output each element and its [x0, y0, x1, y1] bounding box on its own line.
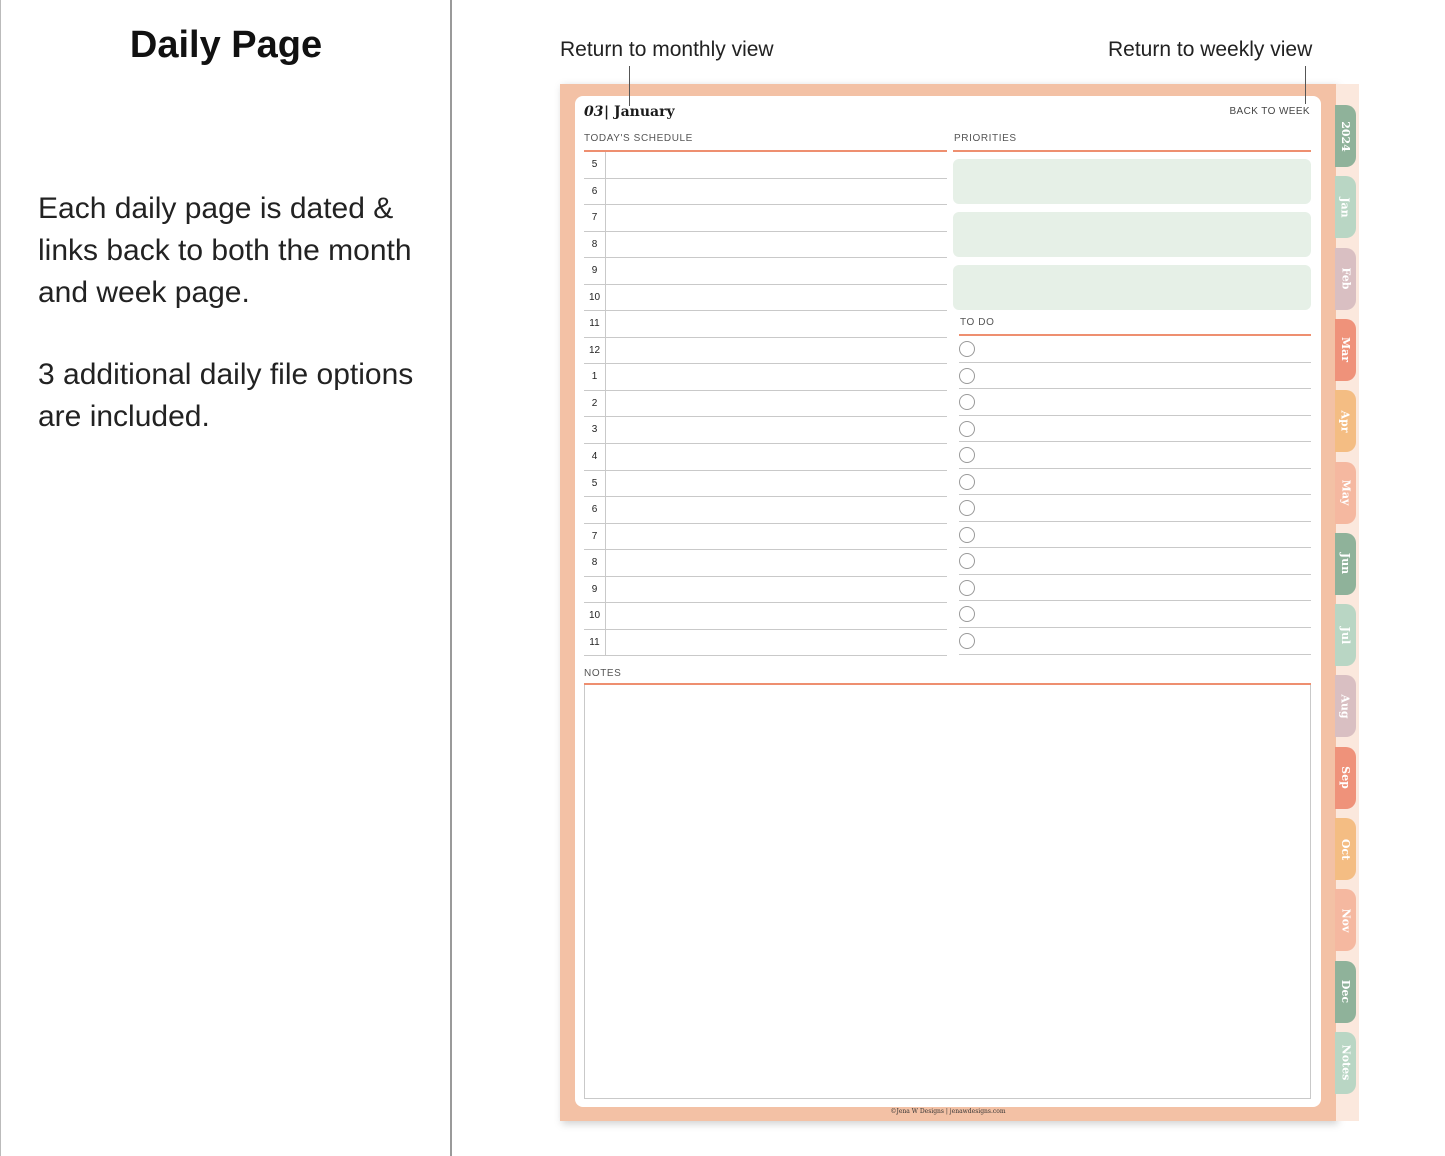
todo-checkbox[interactable] [959, 447, 975, 463]
schedule-slot[interactable] [607, 391, 947, 417]
tab-sep[interactable] [1335, 747, 1356, 809]
schedule-slot[interactable] [607, 338, 947, 364]
schedule-row [584, 630, 947, 657]
todo-item [959, 548, 1311, 575]
schedule-row [584, 258, 947, 285]
todo-text-field[interactable] [981, 389, 1311, 415]
schedule-row [584, 179, 947, 206]
tab-label: Jun [1339, 553, 1353, 575]
todo-item [959, 442, 1311, 469]
schedule-slot[interactable] [607, 311, 947, 337]
schedule-slot[interactable] [607, 630, 947, 656]
schedule-hour-label: 10 [584, 603, 606, 629]
schedule-hour-label: 6 [584, 179, 606, 205]
schedule-slot[interactable] [607, 417, 947, 443]
tab-dec[interactable] [1335, 961, 1356, 1023]
callout-monthly-view: Return to monthly view [560, 38, 774, 61]
todo-text-field[interactable] [981, 469, 1311, 495]
schedule-slot[interactable] [607, 285, 947, 311]
todo-text-field[interactable] [981, 575, 1311, 601]
todo-item [959, 416, 1311, 443]
todo-text-field[interactable] [981, 495, 1311, 521]
tab-mar[interactable] [1335, 319, 1356, 381]
schedule-hour-label: 11 [584, 630, 606, 656]
schedule-hour-label: 11 [584, 311, 606, 337]
schedule-hour-label: 8 [584, 550, 606, 576]
todo-text-field[interactable] [981, 336, 1311, 362]
todo-checkbox[interactable] [959, 368, 975, 384]
schedule-hour-label: 9 [584, 577, 606, 603]
callout-line-weekly [1305, 66, 1306, 104]
schedule-row [584, 364, 947, 391]
schedule-label: TODAY'S SCHEDULE [584, 133, 693, 144]
panel-title: Daily Page [129, 24, 323, 66]
todo-text-field[interactable] [981, 522, 1311, 548]
schedule-row [584, 205, 947, 232]
schedule-row [584, 232, 947, 259]
schedule-row [584, 444, 947, 471]
tab-label: Mar [1339, 337, 1353, 363]
schedule-slot[interactable] [607, 497, 947, 523]
priority-field-2[interactable] [953, 212, 1311, 257]
schedule-hour-label: 4 [584, 444, 606, 470]
tab-jan[interactable] [1335, 176, 1356, 238]
description-paragraph-2: 3 additional daily file options are included. [38, 358, 414, 433]
todo-item [959, 389, 1311, 416]
schedule-row [584, 391, 947, 418]
schedule-row [584, 338, 947, 365]
schedule-slot[interactable] [607, 179, 947, 205]
callout-weekly-view: Return to weekly view [1108, 38, 1313, 61]
schedule-hour-label: 10 [584, 285, 606, 311]
schedule-slot[interactable] [607, 444, 947, 470]
description-paragraph-1: Each daily page is dated & links back to both the month and week page. [38, 192, 412, 309]
tab-label: Dec [1339, 979, 1352, 1004]
notes-area[interactable] [584, 685, 1311, 1099]
priorities-label: PRIORITIES [954, 133, 1017, 144]
schedule-slot[interactable] [607, 577, 947, 603]
tab-jul[interactable] [1335, 604, 1356, 666]
tab-feb[interactable] [1335, 248, 1356, 310]
todo-text-field[interactable] [981, 601, 1311, 627]
schedule-row [584, 152, 947, 179]
tab-oct[interactable] [1335, 818, 1356, 880]
tab-may[interactable] [1335, 462, 1356, 524]
todo-list [959, 336, 1311, 655]
tab-label: 2024 [1339, 120, 1352, 152]
todo-text-field[interactable] [981, 628, 1311, 654]
tab-label: Jan [1339, 197, 1352, 218]
schedule-grid [584, 152, 947, 656]
schedule-row [584, 311, 947, 338]
schedule-hour-label: 3 [584, 417, 606, 443]
todo-checkbox[interactable] [959, 341, 975, 357]
todo-checkbox[interactable] [959, 394, 975, 410]
schedule-slot[interactable] [607, 364, 947, 390]
schedule-slot[interactable] [607, 205, 947, 231]
todo-item [959, 469, 1311, 496]
schedule-hour-label: 6 [584, 497, 606, 523]
todo-checkbox[interactable] [959, 633, 975, 649]
schedule-row [584, 285, 947, 312]
tab-label: Aug [1339, 694, 1353, 719]
tab-jun[interactable] [1335, 533, 1356, 595]
tab-label: Feb [1339, 267, 1352, 290]
tab-label: May [1339, 479, 1353, 506]
schedule-row [584, 577, 947, 604]
tab-aug[interactable] [1335, 675, 1356, 737]
schedule-slot[interactable] [607, 603, 947, 629]
schedule-hour-label: 7 [584, 524, 606, 550]
footer-credit: ©Jena W Designs | jenawdesigns.com [890, 1108, 1006, 1115]
todo-checkbox[interactable] [959, 527, 975, 543]
tab-label: Oct [1339, 838, 1352, 860]
todo-checkbox[interactable] [959, 553, 975, 569]
callout-line-monthly [629, 66, 630, 106]
schedule-slot[interactable] [607, 524, 947, 550]
tab-2024[interactable] [1335, 105, 1356, 167]
schedule-hour-label: 5 [584, 471, 606, 497]
schedule-hour-label: 7 [584, 205, 606, 231]
todo-checkbox[interactable] [959, 580, 975, 596]
priority-field-1[interactable] [953, 159, 1311, 204]
date-month-link[interactable]: | January [604, 104, 675, 120]
schedule-row [584, 417, 947, 444]
todo-text-field[interactable] [981, 363, 1311, 389]
schedule-hour-label: 2 [584, 391, 606, 417]
schedule-slot[interactable] [607, 232, 947, 258]
schedule-row [584, 603, 947, 630]
todo-checkbox[interactable] [959, 474, 975, 490]
todo-item [959, 575, 1311, 602]
todo-text-field[interactable] [981, 548, 1311, 574]
todo-item [959, 522, 1311, 549]
tab-label: Nov [1339, 908, 1353, 933]
notes-label: NOTES [584, 668, 622, 679]
schedule-row [584, 550, 947, 577]
description-panel [0, 0, 450, 1156]
tab-apr[interactable] [1335, 390, 1356, 452]
tab-label: Apr [1339, 410, 1352, 433]
todo-text-field[interactable] [981, 416, 1311, 442]
schedule-row [584, 524, 947, 551]
priority-field-3[interactable] [953, 265, 1311, 310]
schedule-slot[interactable] [607, 550, 947, 576]
tab-label: Jul [1338, 626, 1352, 644]
todo-item [959, 495, 1311, 522]
tab-nov[interactable] [1335, 889, 1356, 951]
schedule-row [584, 471, 947, 498]
todo-item [959, 336, 1311, 363]
todo-item [959, 363, 1311, 390]
schedule-hour-label: 8 [584, 232, 606, 258]
panel-divider [450, 0, 452, 1156]
tab-notes[interactable] [1335, 1032, 1356, 1094]
todo-checkbox[interactable] [959, 606, 975, 622]
todo-label: TO DO [960, 317, 995, 328]
schedule-slot[interactable] [607, 152, 947, 178]
schedule-hour-label: 5 [584, 152, 606, 178]
todo-text-field[interactable] [981, 442, 1311, 468]
tab-label: Sep [1339, 766, 1353, 790]
todo-item [959, 628, 1311, 655]
date-number-link[interactable]: 03 [584, 104, 604, 120]
todo-item [959, 601, 1311, 628]
schedule-hour-label: 1 [584, 364, 606, 390]
priorities-divider [953, 150, 1311, 152]
schedule-slot[interactable] [607, 258, 947, 284]
schedule-hour-label: 9 [584, 258, 606, 284]
schedule-row [584, 497, 947, 524]
schedule-hour-label: 12 [584, 338, 606, 364]
todo-checkbox[interactable] [959, 421, 975, 437]
schedule-slot[interactable] [607, 471, 947, 497]
tab-label: Notes [1339, 1045, 1353, 1081]
todo-checkbox[interactable] [959, 500, 975, 516]
back-to-week-link[interactable]: BACK TO WEEK [1229, 106, 1310, 117]
